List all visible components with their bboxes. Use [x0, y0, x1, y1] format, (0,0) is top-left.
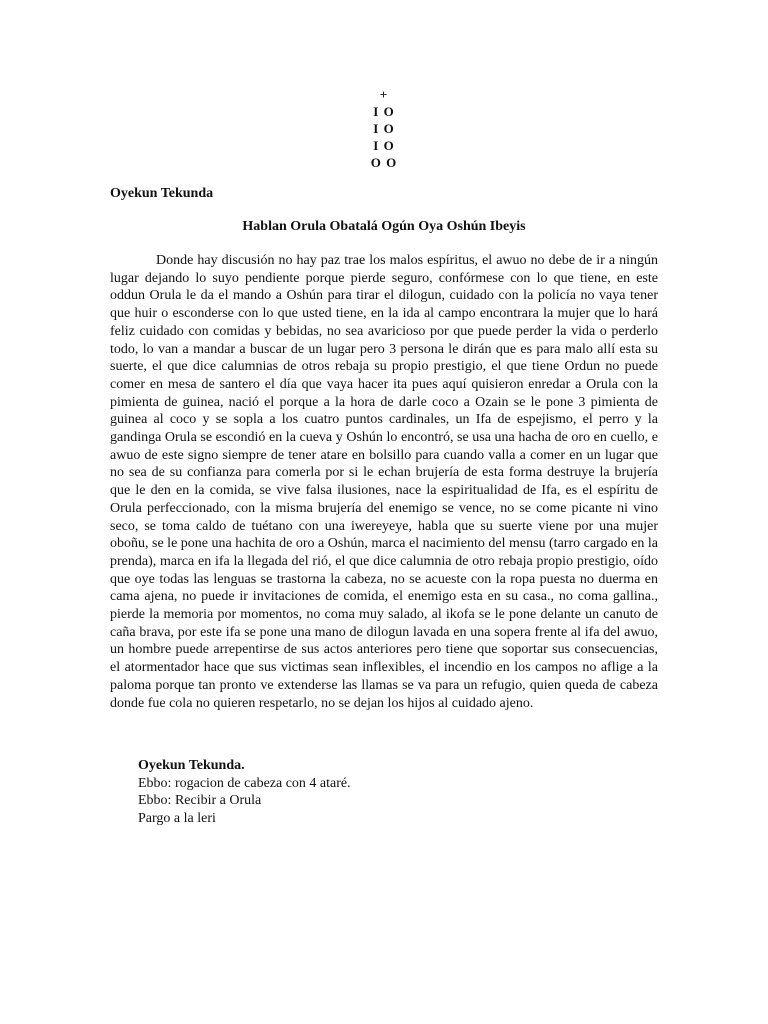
- ebbo-line: Ebbo: rogacion de cabeza con 4 ataré.: [138, 775, 351, 791]
- ebbo-line: Pargo a la leri: [138, 811, 216, 827]
- sign-row: I O: [373, 138, 395, 153]
- sign-top-mark: +: [379, 87, 389, 102]
- sign-row: I O: [373, 121, 395, 136]
- sign-row: O O: [370, 155, 398, 170]
- body-paragraph: Donde hay discusión no hay paz trae los malos espíritus, el awuo no debe de ir a ningún lugar dejando lo suyo pendiente porque pierde seguro, confórmese con lo que tiene, en este oddun Orula le da el mando a Oshún para tirar el dilogun, cuidado con la policía no vaya tener que huir o esconderse con lo que usted tiene, en la ida al campo encontrara la mujer que lo hará feliz cuidado con comidas y bebidas, no sea avaricioso por que puede perder la vida o perderlo todo, lo van a mandar a buscar de un lugar pero 3 persona le dirán que es para malo allí esta su suerte, el que dice calumnias de otros rebaja su propio prestigio, el que tiene Ordun no puede comer en mesa de santero el día que vaya hacer ita pues aquí quisieron enredar a Orula con la pimienta de guinea, nació el porque a la hora de darle coco a Ozain se le pone 3 pimienta de guinea al coco y se sopla a los cuatro puntos cardinales, un Ifa de espejismo, el perro y la gandinga Orula se escondió en la cueva y Oshún lo encontró, se usa una hacha de oro en cuello, e awuo de este signo siempre de tener atare en bolsillo para cuando valla a comer en un lugar que no sea de su confianza para comerla por si le echan brujería de esta forma destruye la brujería que le den en la comida, se vive falsa ilusiones, nace la espiritualidad de Ifa, es el espíritu de Orula perfeccionado, con la misma brujería del enemigo se vence, no se come picante ni vino seco, se toma caldo de tuétano con una iwereyeye, habla que su suerte viene por una mujer oboñu, se le pone una hachita de oro a Oshún, marca el nacimiento del mensu (tarro cargado en la prenda), marca en ifa la llegada del rió, el que dice calumnia de otro rebaja propio prestigio, oído que oye todas las lenguas se trastorna la cabeza, no se acueste con la ropa puesta no duerma en cama ajena, no puede ir invitaciones de comida, el enemigo esta en su casa., no coma gallina., pierde la memoria por momentos, no coma muy salado, al ikofa se le pone delante un canuto de caña brava, por este ifa se pone una mano de dilogun lavada en una sopera frente al ifa del awuo, un hombre puede arrepentirse de sus actos anteriores pero tiene que soportar sus consecuencias, el atormentador hace que sus victimas sean inflexibles, el incendio en los campos no aflige a la paloma porque tan pronto ve extenderse las llamas se va para un refugio, quien queda de cabeza donde fue cola no quieren respetarlo, no se dejan los hijos al cuidado ajeno.: [110, 253, 658, 711]
- document-subheading: Hablan Orula Obatalá Ogún Oya Oshún Ibeyis: [242, 219, 526, 234]
- ebbo-line: Ebbo: Recibir a Orula: [138, 793, 262, 809]
- sign-row: I O: [373, 104, 395, 119]
- document-heading: Oyekun Tekunda: [110, 186, 214, 201]
- odu-sign: [0, 86, 768, 171]
- closing-section: [138, 757, 351, 828]
- closing-title: Oyekun Tekunda.: [138, 758, 245, 773]
